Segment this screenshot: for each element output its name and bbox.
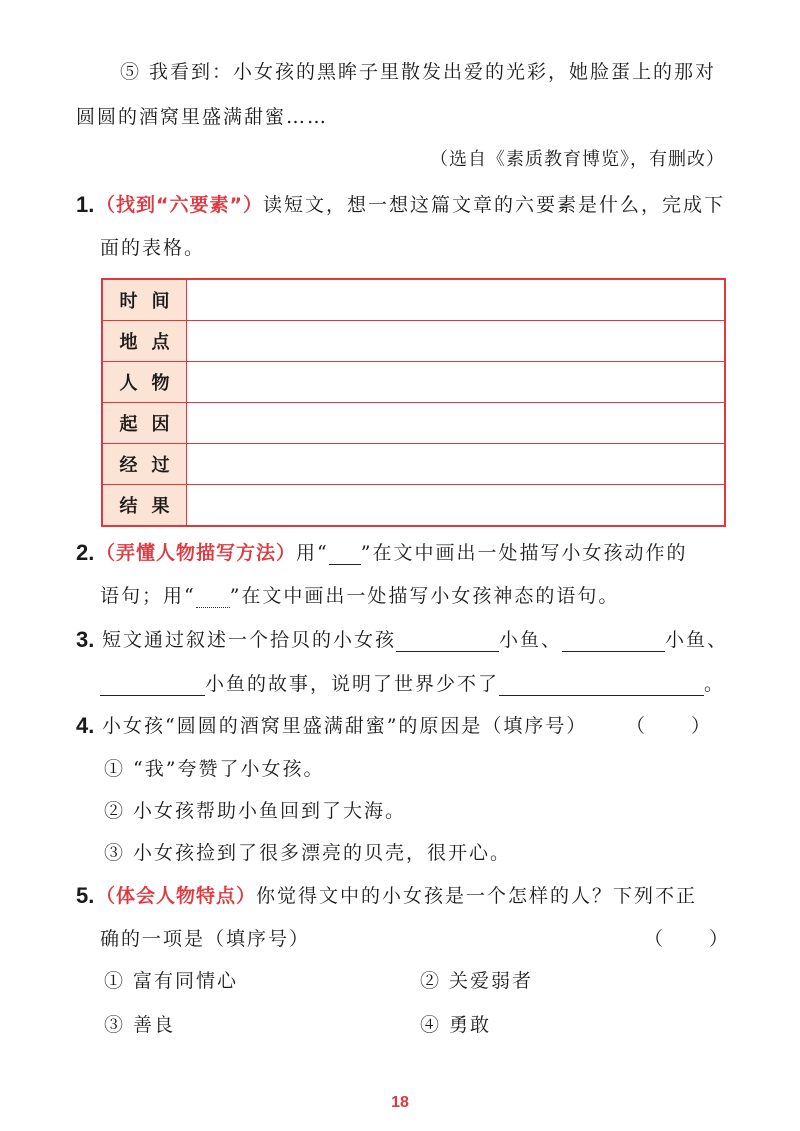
question-2-prompt-b: ”在文中画出一处描写小女孩动作的 bbox=[360, 542, 688, 564]
passage-line-1: ⑤ 我看到：小女孩的黑眸子里散发出爱的光彩，她脸蛋上的那对 bbox=[120, 61, 717, 83]
answer-blank[interactable] bbox=[396, 631, 499, 652]
question-1-text bbox=[96, 193, 725, 217]
answer-cell[interactable] bbox=[187, 321, 726, 362]
question-1-tag: （找到“六要素”） bbox=[96, 194, 263, 216]
question-4-text: 小女孩“圆圆的酒窝里盛满甜蜜”的原因是（填序号） bbox=[102, 715, 588, 737]
table-label: 起因 bbox=[102, 403, 187, 444]
question-4-number: 4. bbox=[76, 713, 95, 738]
six-elements-table bbox=[101, 278, 726, 527]
table-row bbox=[102, 485, 725, 527]
question-1-number: 1. bbox=[76, 192, 95, 217]
question-5-text-2: 确的一项是（填序号） bbox=[100, 928, 311, 950]
passage-line-2: 圆圆的酒窝里盛满甜蜜…… bbox=[76, 106, 329, 128]
question-5-answer-box[interactable]: （ ） bbox=[644, 928, 749, 950]
question-3-text bbox=[102, 628, 728, 652]
question-5-option-1: ① 富有同情心 bbox=[104, 970, 239, 992]
answer-cell[interactable] bbox=[187, 279, 726, 321]
answer-cell[interactable] bbox=[187, 444, 726, 485]
table-label: 地点 bbox=[102, 321, 187, 362]
question-4-option-3: ③ 小女孩捡到了很多漂亮的贝壳，很开心。 bbox=[104, 842, 512, 864]
passage-source: （选自《素质教育博览》，有删改） bbox=[430, 149, 725, 170]
question-4-option-2: ② 小女孩帮助小鱼回到了大海。 bbox=[104, 800, 407, 822]
table-row bbox=[102, 321, 725, 362]
question-5-number: 5. bbox=[76, 883, 95, 908]
answer-blank[interactable] bbox=[100, 675, 205, 696]
table-label: 人物 bbox=[102, 362, 187, 403]
answer-cell[interactable] bbox=[187, 362, 726, 403]
underline-sample bbox=[329, 544, 361, 565]
answer-blank[interactable] bbox=[499, 675, 704, 696]
question-1-text-2: 面的表格。 bbox=[100, 237, 206, 259]
table-label: 结果 bbox=[102, 485, 187, 527]
wavy-line-sample bbox=[196, 587, 230, 608]
question-5-option-3: ③ 善良 bbox=[104, 1014, 176, 1036]
question-2-prompt-d: ”在文中画出一处描写小女孩神态的语句。 bbox=[229, 585, 620, 607]
question-3-prompt-c: 小鱼、 bbox=[665, 629, 729, 651]
question-5-option-4: ④ 勇敢 bbox=[420, 1014, 492, 1036]
question-3-prompt-e: 。 bbox=[704, 673, 726, 695]
table-row bbox=[102, 279, 725, 321]
table-row bbox=[102, 444, 725, 485]
question-5-tag: （体会人物特点） bbox=[96, 885, 257, 907]
question-3-number: 3. bbox=[76, 627, 95, 652]
question-5-prompt: 你觉得文中的小女孩是一个怎样的人？下列不正 bbox=[256, 885, 698, 907]
table-row bbox=[102, 403, 725, 444]
table-label: 经过 bbox=[102, 444, 187, 485]
table-row bbox=[102, 362, 725, 403]
question-1-prompt: 读短文，想一想这篇文章的六要素是什么，完成下 bbox=[262, 194, 725, 216]
question-3-prompt-b: 小鱼、 bbox=[499, 629, 563, 651]
question-4-answer-box[interactable]: （ ） bbox=[626, 715, 731, 737]
question-2-tag: （弄懂人物描写方法） bbox=[96, 542, 297, 564]
answer-cell[interactable] bbox=[187, 485, 726, 527]
answer-cell[interactable] bbox=[187, 403, 726, 444]
page-number: 18 bbox=[391, 1094, 409, 1111]
answer-blank[interactable] bbox=[562, 631, 665, 652]
question-3-prompt-a: 短文通过叙述一个拾贝的小女孩 bbox=[102, 629, 397, 651]
question-2-prompt-c: 语句；用“ bbox=[100, 585, 196, 607]
question-2-number: 2. bbox=[76, 540, 95, 565]
question-2-text-2 bbox=[100, 584, 619, 608]
table-label: 时间 bbox=[102, 279, 187, 321]
question-3-prompt-d: 小鱼的故事，说明了世界少不了 bbox=[205, 673, 500, 695]
question-4-option-1: ① “我”夸赞了小女孩。 bbox=[104, 758, 325, 780]
question-3-text-2 bbox=[100, 672, 725, 696]
question-2-prompt-a: 用“ bbox=[296, 542, 329, 564]
question-2-text bbox=[96, 541, 687, 565]
question-5-text bbox=[96, 884, 697, 908]
question-5-option-2: ② 关爱弱者 bbox=[420, 970, 534, 992]
